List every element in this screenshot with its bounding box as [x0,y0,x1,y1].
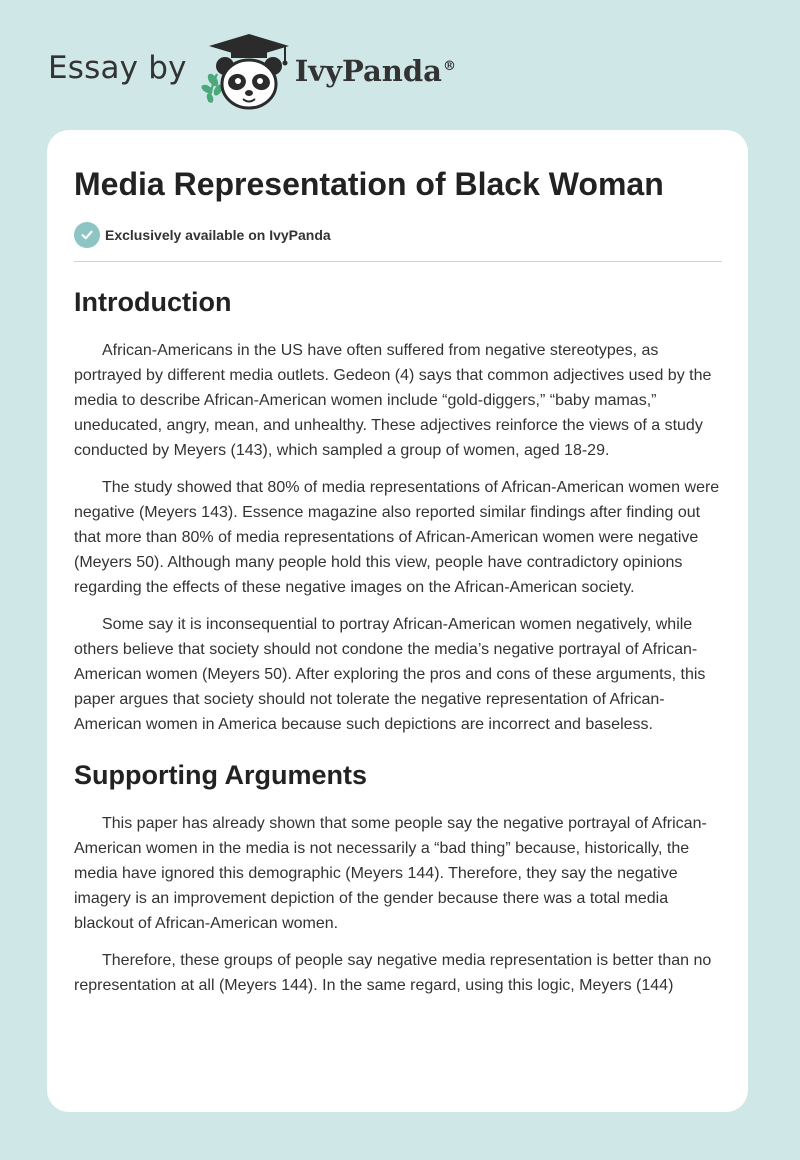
section-introduction [74,284,722,737]
site-brand[interactable] [48,32,456,112]
paragraph: The study showed that 80% of media representations of African-American women were negative (Meyers 143). Essence magazine also reported similar findings after finding out that more than 80% of media representations of African-American women were negative (Meyers 50). Although many people hold this view, people have contradictory opinions regarding the effects of these negative images on the African-American society. [74,479,720,596]
brand-prefix: Essay by [48,50,187,86]
essay-card [47,130,748,1112]
brand-name: IvyPanda® [294,54,456,88]
essay-content [47,130,748,998]
section-heading: Introduction [74,287,232,317]
essay-title: Media Representation of Black Woman [74,166,664,202]
exclusive-badge [74,222,722,248]
section-heading: Supporting Arguments [74,760,367,790]
panda-graduate-logo-icon [201,32,291,112]
check-icon [74,222,100,248]
title-divider [74,261,722,262]
paragraph: This paper has already shown that some people say the negative portrayal of African-American women in the media is not necessarily a “bad thing” because, historically, the media have ignored this demographic (Meyers 144). Therefore, they say the negative imagery is an improvement depiction of the gender because there was a total media blackout of African-American women. [74,815,707,932]
badge-label: Exclusively available on IvyPanda [105,227,331,243]
paragraph: African-Americans in the US have often suffered from negative stereotypes, as portrayed by different media outlets. Gedeon (4) says that common adjectives used by the media to describe African-American women include “gold-diggers,” “baby mamas,” uneducated, angry, mean, and unhealthy. These adjectives reinforce the views of a study conducted by Meyers (143), which sampled a group of women, aged 18-29. [74,342,712,459]
section-supporting-arguments [74,757,722,998]
registered-mark: ® [442,59,456,75]
paragraph: Some say it is inconsequential to portray African-American women negatively, while others believe that society should not condone the media’s negative portrayal of African-American women (Meyers 50). After exploring the pros and cons of these arguments, this paper argues that society should not tolerate the negative representation of African-American women in America because such depictions are incorrect and baseless. [74,616,706,733]
paragraph: Therefore, these groups of people say negative media representation is better than no representation at all (Meyers 144). In the same regard, using this logic, Meyers (144) [74,952,712,994]
